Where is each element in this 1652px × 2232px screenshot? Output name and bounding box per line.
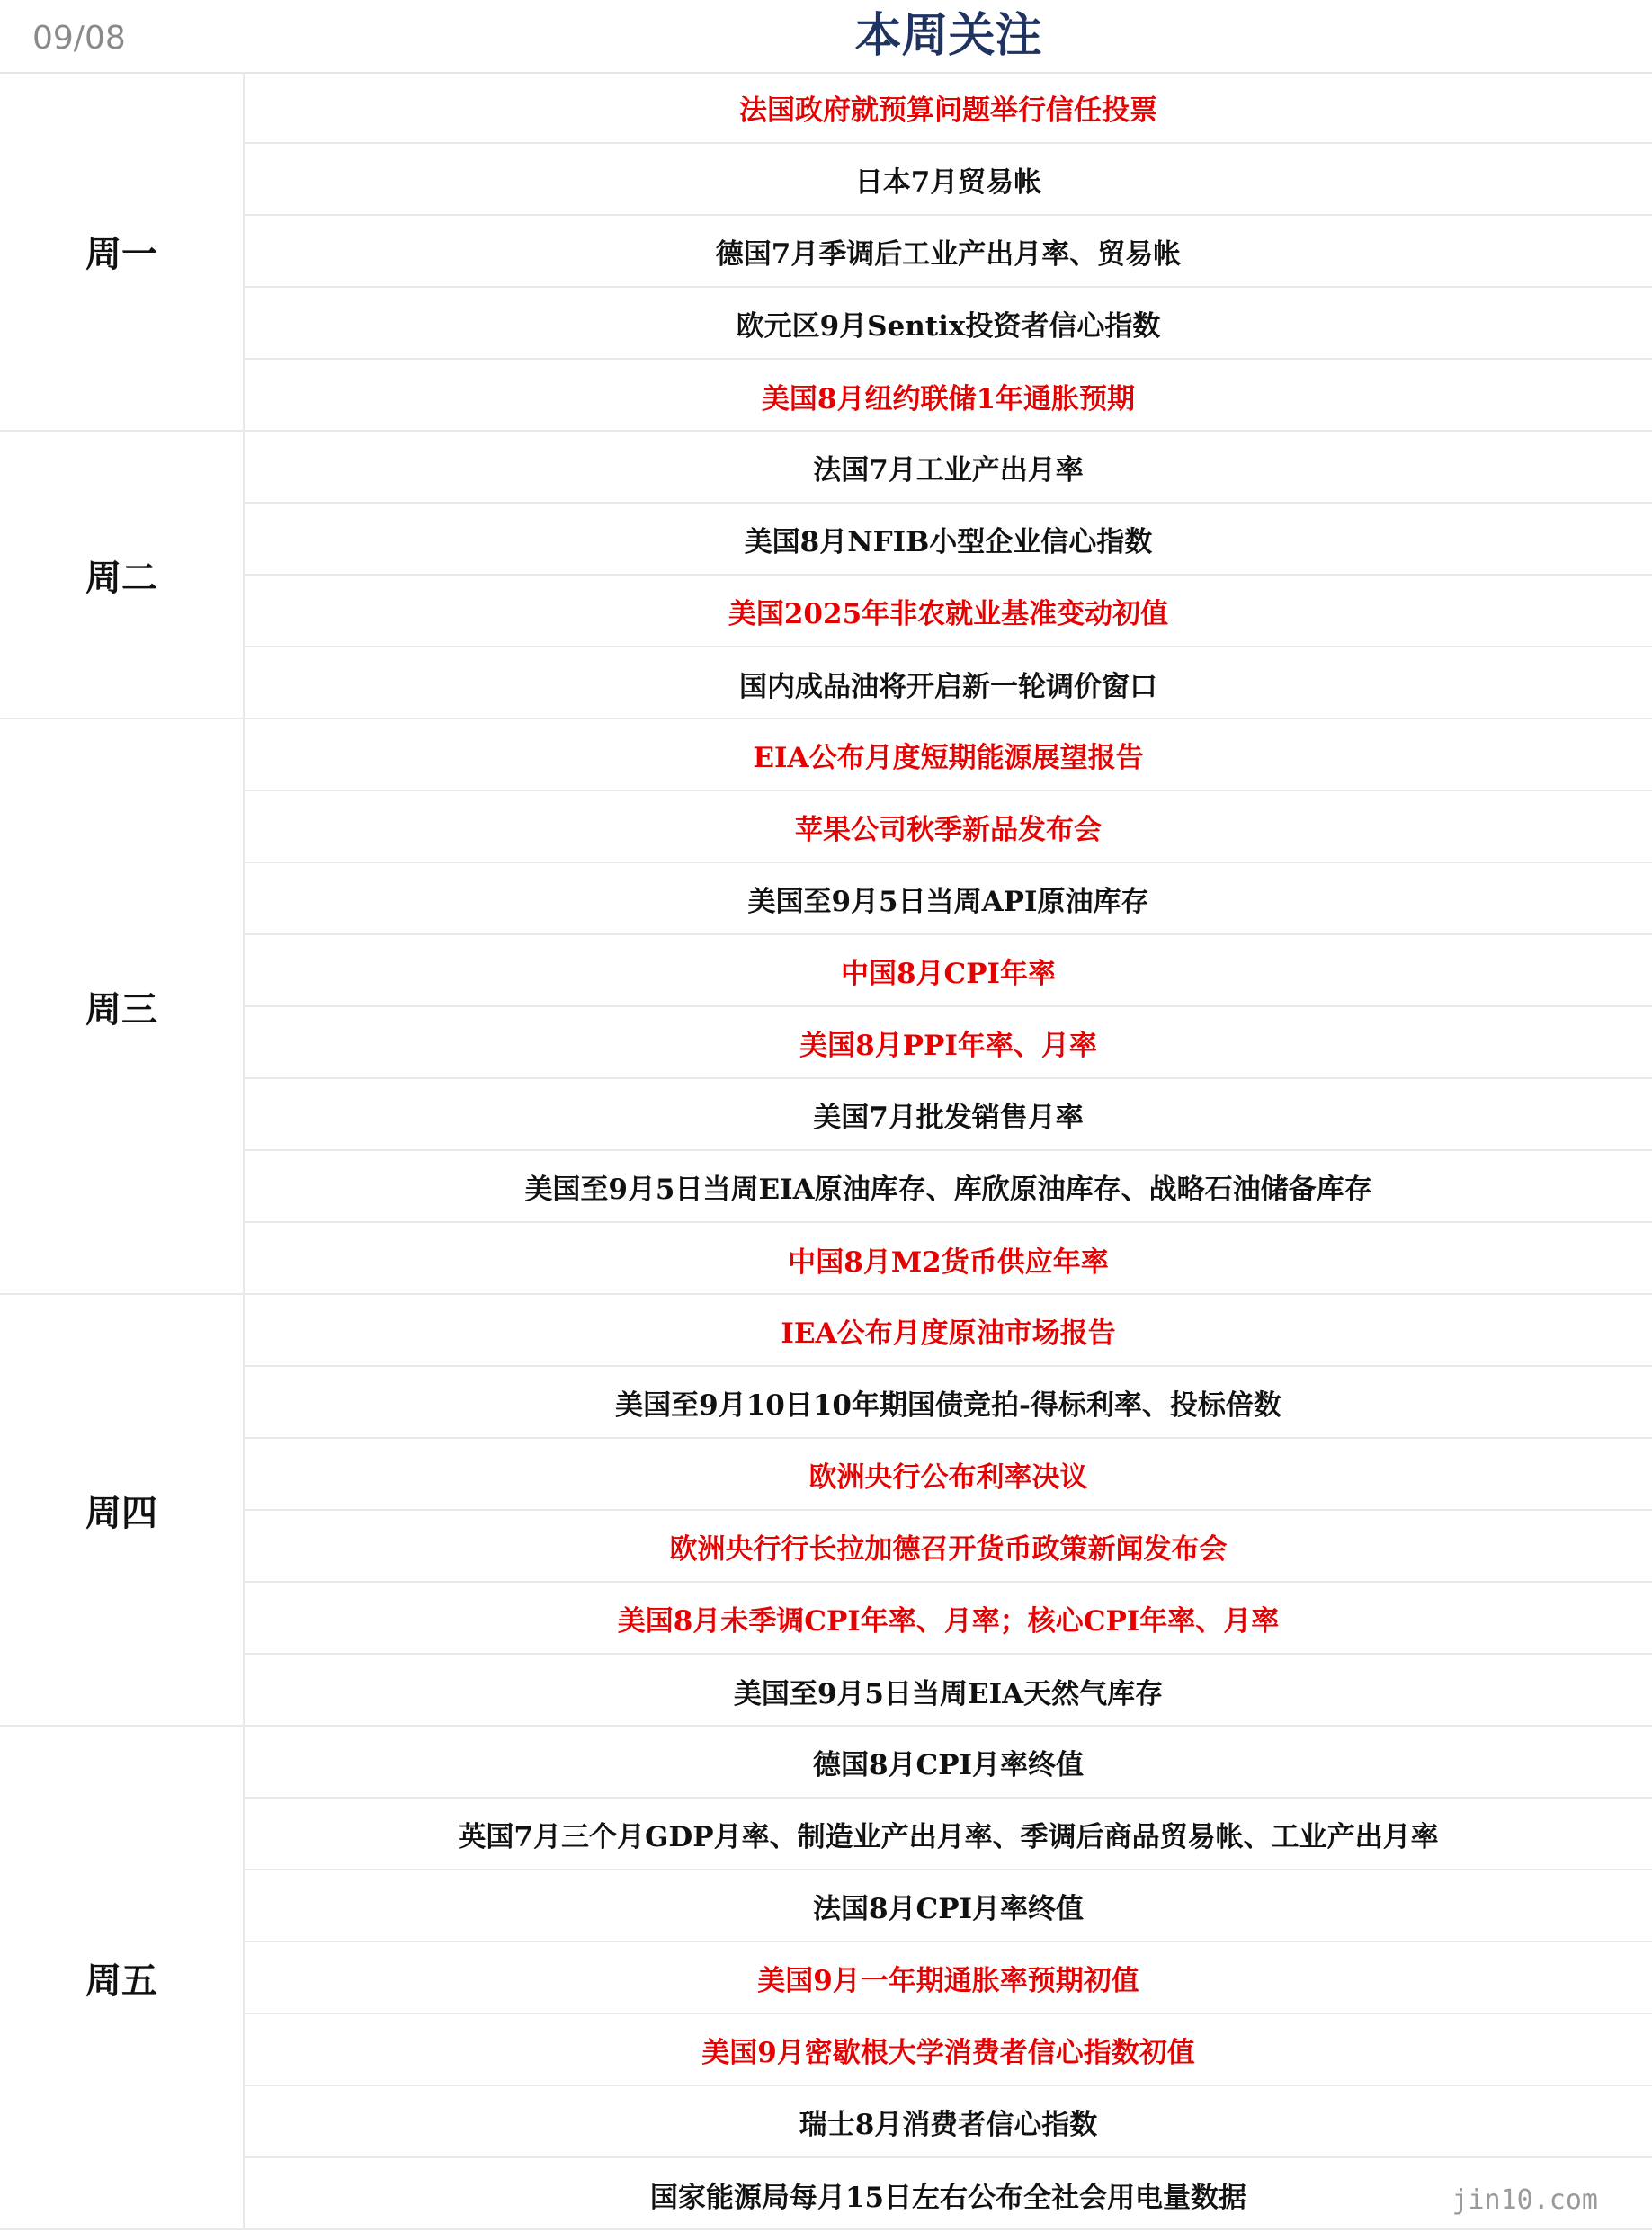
day-block: [0, 719, 1652, 1295]
event-row: 美国至9月5日当周API原油库存: [245, 863, 1652, 935]
day-block: [0, 1295, 1652, 1727]
event-list: [245, 72, 1652, 430]
event-row-highlighted: 美国9月密歇根大学消费者信心指数初值: [245, 2014, 1652, 2086]
event-row-highlighted: 美国8月未季调CPI年率、月率；核心CPI年率、月率: [245, 1583, 1652, 1655]
event-list: [245, 719, 1652, 1293]
event-row-highlighted: 中国8月M2货币供应年率: [788, 1245, 1109, 1279]
day-block: [0, 1727, 1652, 2230]
event-row: 日本7月贸易帐: [245, 144, 1652, 216]
event-list: [245, 1727, 1652, 2228]
watermark: jin10.com: [1451, 2184, 1598, 2216]
event-row: 法国8月CPI月率终值: [245, 1870, 1652, 1942]
schedule-grid: [0, 72, 1652, 2232]
event-row: 德国8月CPI月率终值: [245, 1727, 1652, 1799]
event-row-highlighted: 美国8月纽约联储1年通胀预期: [761, 382, 1136, 415]
date-label: 09/08: [32, 20, 126, 57]
event-row: 法国7月工业产出月率: [245, 432, 1652, 504]
event-row-highlighted: 欧洲央行公布利率决议: [245, 1439, 1652, 1511]
event-row: 国家能源局每月15日左右公布全社会用电量数据: [649, 2181, 1247, 2214]
event-row-highlighted: 美国2025年非农就业基准变动初值: [245, 576, 1652, 647]
page-title: 本周关注: [854, 8, 1042, 63]
header: [0, 0, 1652, 74]
event-row-highlighted: 苹果公司秋季新品发布会: [245, 791, 1652, 863]
day-block: [0, 432, 1652, 719]
day-block: [0, 72, 1652, 432]
event-list: [245, 1295, 1652, 1725]
day-label: 周一: [0, 72, 245, 430]
event-row-highlighted: 美国9月一年期通胀率预期初值: [245, 1942, 1652, 2014]
event-row-highlighted: EIA公布月度短期能源展望报告: [245, 719, 1652, 791]
day-label: 周五: [0, 1727, 245, 2228]
event-row-highlighted: 美国8月PPI年率、月率: [245, 1007, 1652, 1079]
event-row: 美国至9月5日当周EIA原油库存、库欣原油库存、战略石油储备库存: [245, 1151, 1652, 1223]
day-label: 周二: [0, 432, 245, 718]
event-row-highlighted: 中国8月CPI年率: [245, 935, 1652, 1007]
day-label: 周四: [0, 1295, 245, 1725]
event-row-highlighted: 法国政府就预算问题举行信任投票: [245, 72, 1652, 144]
event-row: 美国7月批发销售月率: [245, 1079, 1652, 1151]
event-row-highlighted: 欧洲央行行长拉加德召开货币政策新闻发布会: [245, 1511, 1652, 1583]
event-row: 美国8月NFIB小型企业信心指数: [245, 504, 1652, 576]
event-row: 国内成品油将开启新一轮调价窗口: [739, 670, 1157, 703]
event-row: 欧元区9月Sentix投资者信心指数: [245, 288, 1652, 360]
event-row: 德国7月季调后工业产出月率、贸易帐: [245, 216, 1652, 288]
event-row: 美国至9月5日当周EIA天然气库存: [733, 1677, 1164, 1710]
event-row: 英国7月三个月GDP月率、制造业产出月率、季调后商品贸易帐、工业产出月率: [245, 1799, 1652, 1870]
event-list: [245, 432, 1652, 718]
event-row: 美国至9月10日10年期国债竞拍-得标利率、投标倍数: [245, 1367, 1652, 1439]
day-label: 周三: [0, 719, 245, 1293]
event-row: 瑞士8月消费者信心指数: [245, 2086, 1652, 2158]
event-row-highlighted: IEA公布月度原油市场报告: [245, 1295, 1652, 1367]
